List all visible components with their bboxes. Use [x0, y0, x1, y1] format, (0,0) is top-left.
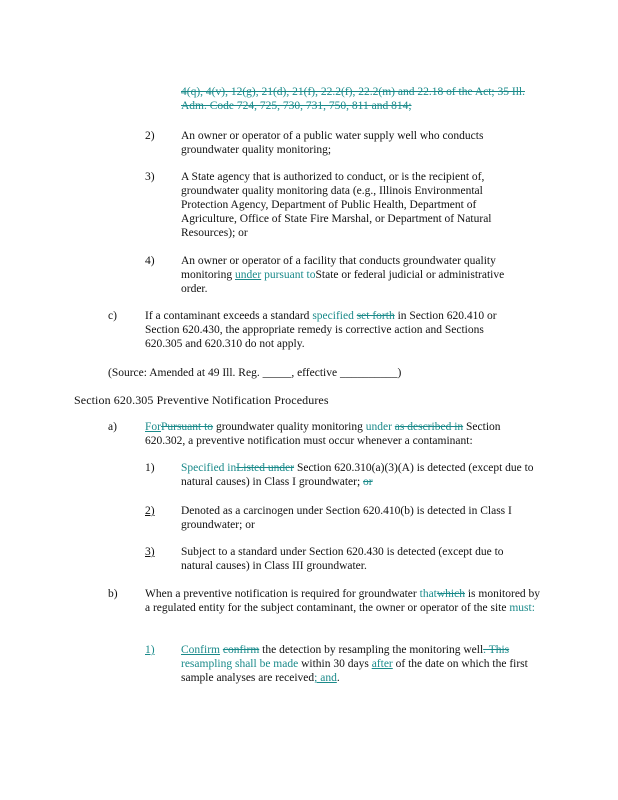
deleted-text: . This — [483, 644, 510, 656]
deleted-text: or — [363, 476, 373, 488]
deleted-text: set forth — [356, 310, 395, 322]
item-number: 1) — [145, 644, 155, 656]
inserted-text: specified — [312, 310, 354, 322]
deleted-text: pursuant to — [264, 269, 316, 281]
inserted-text: that — [419, 588, 437, 600]
paragraph-c-text: If a contaminant exceeds a standard specified set forth in Section 620.410 or Section 620.430, the appropriate remedy is corrective action and Sections 620.305 and 620.310 do not apply. — [145, 310, 497, 350]
struck-citation-line-1: 4(q), 4(v), 12(g), 21(d), 21(f), 22.2(f), 22.2(m) and 22.18 of the Act; 35 Ill. — [181, 86, 525, 98]
effective-blank: __________ — [339, 367, 398, 379]
item-3-text: A State agency that is authorized to conduct, or is the recipient of, groundwater quality monitoring data (e.g., Illinois Environmental Protection Agency, Department of Public Health, Department of Agriculture, Office of State Fire Marshal, or Department of Natural Resources); or — [181, 171, 492, 239]
item-number: 2) — [145, 505, 155, 517]
inserted-text: Specified in — [181, 462, 237, 474]
section-heading: Section 620.305 Preventive Notification Procedures — [74, 393, 329, 407]
item-a2-text: Denoted as a carcinogen under Section 620.410(b) is detected in Class I groundwater; or — [181, 505, 512, 531]
inserted-text: For — [145, 421, 161, 433]
inserted-text: under — [365, 421, 392, 433]
item-number: 3) — [145, 546, 155, 558]
struck-citation-line-2: Adm. Code 724, 725, 730, 731, 750, 811 and 814; — [181, 100, 412, 112]
deleted-text: Listed under — [236, 462, 295, 474]
inserted-text: under — [235, 269, 262, 281]
inserted-text: must: — [509, 602, 535, 614]
inserted-text: after — [371, 658, 393, 670]
deleted-text: confirm — [222, 644, 260, 656]
item-number: 3) — [145, 171, 155, 183]
item-number: 2) — [145, 130, 155, 142]
deleted-text: which — [436, 588, 465, 600]
paragraph-b-text: When a preventive notification is required for groundwater thatwhich is monitored by a regulated entity for the subject contaminant, the owner or operator of the site must: — [145, 588, 541, 614]
item-4-text: An owner or operator of a facility that conducts groundwater quality monitoring under pursuant toState or federal judicial or administrative order. — [181, 255, 505, 295]
deleted-text: Pursuant to — [160, 421, 214, 433]
item-2-text: An owner or operator of a public water supply well who conducts groundwater quality monitoring; — [181, 130, 484, 156]
inserted-text: Confirm — [181, 644, 220, 656]
struck-citation — [181, 85, 561, 113]
paragraph-letter: c) — [108, 310, 117, 322]
item-number: 1) — [145, 462, 155, 474]
inserted-text: resampling shall be made — [181, 658, 299, 670]
paragraph-letter: b) — [108, 588, 118, 600]
paragraph-a-text: ForPursuant to groundwater quality monitoring under as described in Section 620.302, a preventive notification must occur whenever a contaminant: — [145, 421, 501, 447]
item-number: 4) — [145, 255, 155, 267]
item-a3-text: Subject to a standard under Section 620.430 is detected (except due to natural causes) in Class III groundwater. — [181, 546, 504, 572]
inserted-text: ; and — [314, 672, 337, 684]
item-a1-text: Specified inListed under Section 620.310(a)(3)(A) is detected (except due to natural causes) in Class I groundwater; or — [181, 462, 534, 488]
deleted-text: as described in — [394, 421, 464, 433]
item-b1-text: Confirm confirm the detection by resampling the monitoring well. This resampling shall be made within 30 days after of the date on which the first sample analyses are received; and. — [181, 644, 528, 684]
paragraph-letter: a) — [108, 421, 117, 433]
source-note: (Source: Amended at 49 Ill. Reg. _____, effective __________) — [108, 367, 402, 379]
reg-blank: _____ — [262, 367, 292, 379]
